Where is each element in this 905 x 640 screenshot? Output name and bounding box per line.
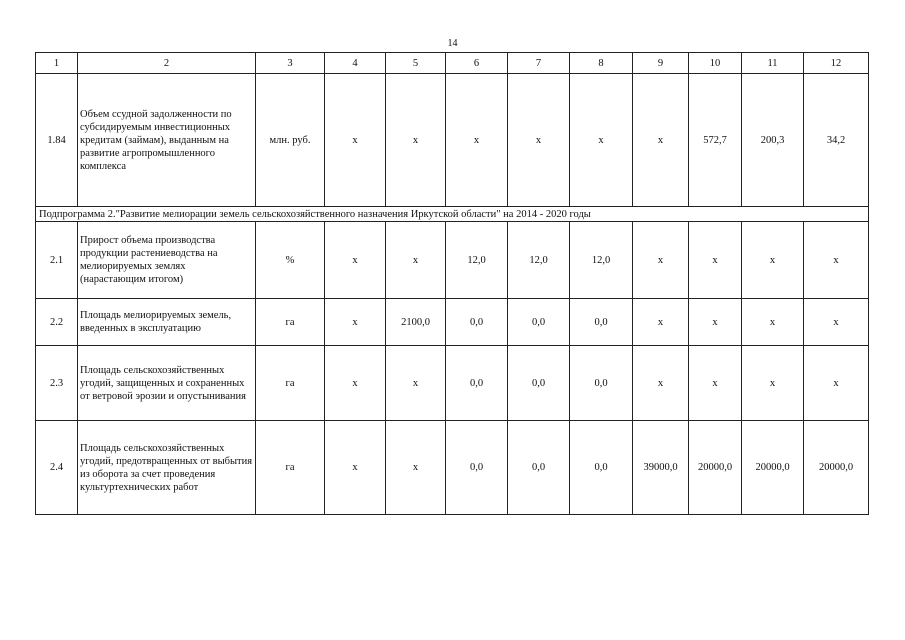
value-cell: х (325, 74, 386, 207)
value-cell: х (325, 222, 386, 299)
column-number: 12 (804, 53, 869, 74)
column-number: 3 (256, 53, 325, 74)
value-cell: х (325, 299, 386, 346)
unit-cell: га (256, 346, 325, 421)
row-index: 1.84 (36, 74, 78, 207)
indicator-name: Объем ссудной задолженности по субсидируемым инвестиционных кредитам (займам), выданным на развитие агропромышленного комплекса (78, 74, 256, 207)
indicators-table (35, 52, 869, 515)
table-row (36, 222, 869, 299)
column-number: 5 (386, 53, 446, 74)
value-cell: 0,0 (570, 299, 633, 346)
unit-cell: га (256, 421, 325, 515)
column-number: 4 (325, 53, 386, 74)
value-cell: х (689, 222, 742, 299)
value-cell: х (742, 222, 804, 299)
value-cell: 0,0 (446, 421, 508, 515)
column-number: 9 (633, 53, 689, 74)
value-cell: х (386, 421, 446, 515)
row-index: 2.1 (36, 222, 78, 299)
value-cell: 572,7 (689, 74, 742, 207)
value-cell: х (386, 346, 446, 421)
value-cell: х (633, 74, 689, 207)
value-cell: 20000,0 (689, 421, 742, 515)
indicator-name: Прирост объема производства продукции растениеводства на мелиорируемых землях (нарастающим итогом) (78, 222, 256, 299)
column-number: 6 (446, 53, 508, 74)
value-cell: 12,0 (570, 222, 633, 299)
value-cell: 12,0 (446, 222, 508, 299)
value-cell: х (804, 299, 869, 346)
value-cell: 20000,0 (742, 421, 804, 515)
column-number: 10 (689, 53, 742, 74)
value-cell: 0,0 (570, 421, 633, 515)
section-row (36, 207, 869, 222)
page-number: 14 (447, 38, 458, 49)
value-cell: х (742, 299, 804, 346)
value-cell: х (689, 299, 742, 346)
value-cell: х (633, 299, 689, 346)
value-cell: х (804, 346, 869, 421)
value-cell: х (633, 346, 689, 421)
value-cell: 12,0 (508, 222, 570, 299)
value-cell: х (325, 346, 386, 421)
value-cell: х (508, 74, 570, 207)
value-cell: 0,0 (446, 346, 508, 421)
indicator-name: Площадь мелиорируемых земель, введенных в эксплуатацию (78, 299, 256, 346)
value-cell: 200,3 (742, 74, 804, 207)
indicator-name: Площадь сельскохозяйственных угодий, защищенных и сохраненных от ветровой эрозии и опустынивания (78, 346, 256, 421)
value-cell: х (742, 346, 804, 421)
value-cell: х (386, 222, 446, 299)
value-cell: 39000,0 (633, 421, 689, 515)
value-cell: х (325, 421, 386, 515)
value-cell: х (386, 74, 446, 207)
subprogram-title: Подпрограмма 2."Развитие мелиорации земель сельскохозяйственного назначения Иркутской области" на 2014 - 2020 годы (36, 207, 869, 222)
row-index: 2.3 (36, 346, 78, 421)
table-row (36, 299, 869, 346)
column-number: 1 (36, 53, 78, 74)
table-row (36, 74, 869, 207)
value-cell: 20000,0 (804, 421, 869, 515)
value-cell: х (446, 74, 508, 207)
value-cell: х (804, 222, 869, 299)
column-number-row (36, 53, 869, 74)
value-cell: х (570, 74, 633, 207)
value-cell: 0,0 (570, 346, 633, 421)
column-number: 2 (78, 53, 256, 74)
table-row (36, 346, 869, 421)
value-cell: 0,0 (508, 346, 570, 421)
row-index: 2.2 (36, 299, 78, 346)
value-cell: 0,0 (508, 299, 570, 346)
value-cell: 0,0 (446, 299, 508, 346)
indicator-name: Площадь сельскохозяйственных угодий, предотвращенных от выбытия из оборота за счет проведения культуртехнических работ (78, 421, 256, 515)
row-index: 2.4 (36, 421, 78, 515)
value-cell: 2100,0 (386, 299, 446, 346)
value-cell: 34,2 (804, 74, 869, 207)
unit-cell: га (256, 299, 325, 346)
unit-cell: % (256, 222, 325, 299)
column-number: 7 (508, 53, 570, 74)
column-number: 8 (570, 53, 633, 74)
unit-cell: млн. руб. (256, 74, 325, 207)
table-row (36, 421, 869, 515)
column-number: 11 (742, 53, 804, 74)
value-cell: х (689, 346, 742, 421)
value-cell: х (633, 222, 689, 299)
value-cell: 0,0 (508, 421, 570, 515)
